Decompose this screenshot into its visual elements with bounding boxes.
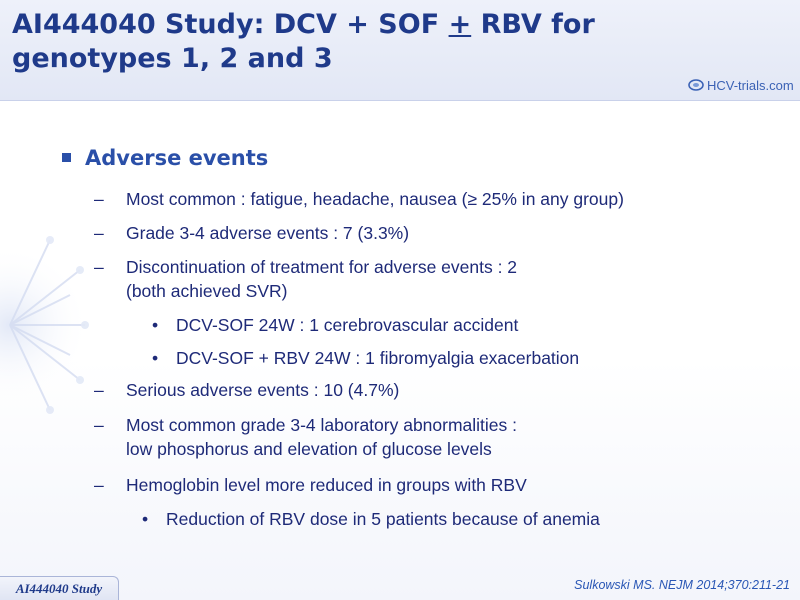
list-item: • Reduction of RBV dose in 5 patients because of anemia [142,509,600,529]
citation: Sulkowski MS. NEJM 2014;370:211-21 [574,578,790,592]
square-bullet-icon [62,153,71,162]
slide-title: AI444040 Study: DCV + SOF + RBV for genotypes 1, 2 and 3 [12,9,595,74]
dash-marker: – [94,380,104,400]
study-tab: AI444040 Study [0,576,119,600]
list-item: – Discontinuation of treatment for adverse events : 2 (both achieved SVR) [94,257,518,301]
dash-marker: – [94,189,104,209]
hcv-trials-logo: HCV-trials .com [688,74,794,96]
dot-marker: • [152,315,159,335]
dot-marker: • [142,509,149,529]
list-item: – Grade 3-4 adverse events : 7 (3.3%) [94,223,410,243]
list-item: – Most common grade 3-4 laboratory abnormalities : low phosphorus and elevation of glucose levels [94,415,518,459]
dot-marker: • [152,348,159,368]
dash-marker: – [94,475,104,495]
dash-marker: – [94,257,104,277]
list-item: • DCV-SOF 24W : 1 cerebrovascular accident [152,315,519,335]
dash-marker: – [94,223,104,243]
list-item: – Most common : fatigue, headache, nausea (≥ 25% in any group) [94,189,624,209]
list-item: • DCV-SOF + RBV 24W : 1 fibromyalgia exacerbation [152,348,580,368]
list-item: – Hemoglobin level more reduced in groups with RBV [94,475,527,495]
section-heading: Adverse events [62,146,762,170]
dash-marker: – [94,415,104,435]
list-item: – Serious adverse events : 10 (4.7%) [94,380,400,400]
